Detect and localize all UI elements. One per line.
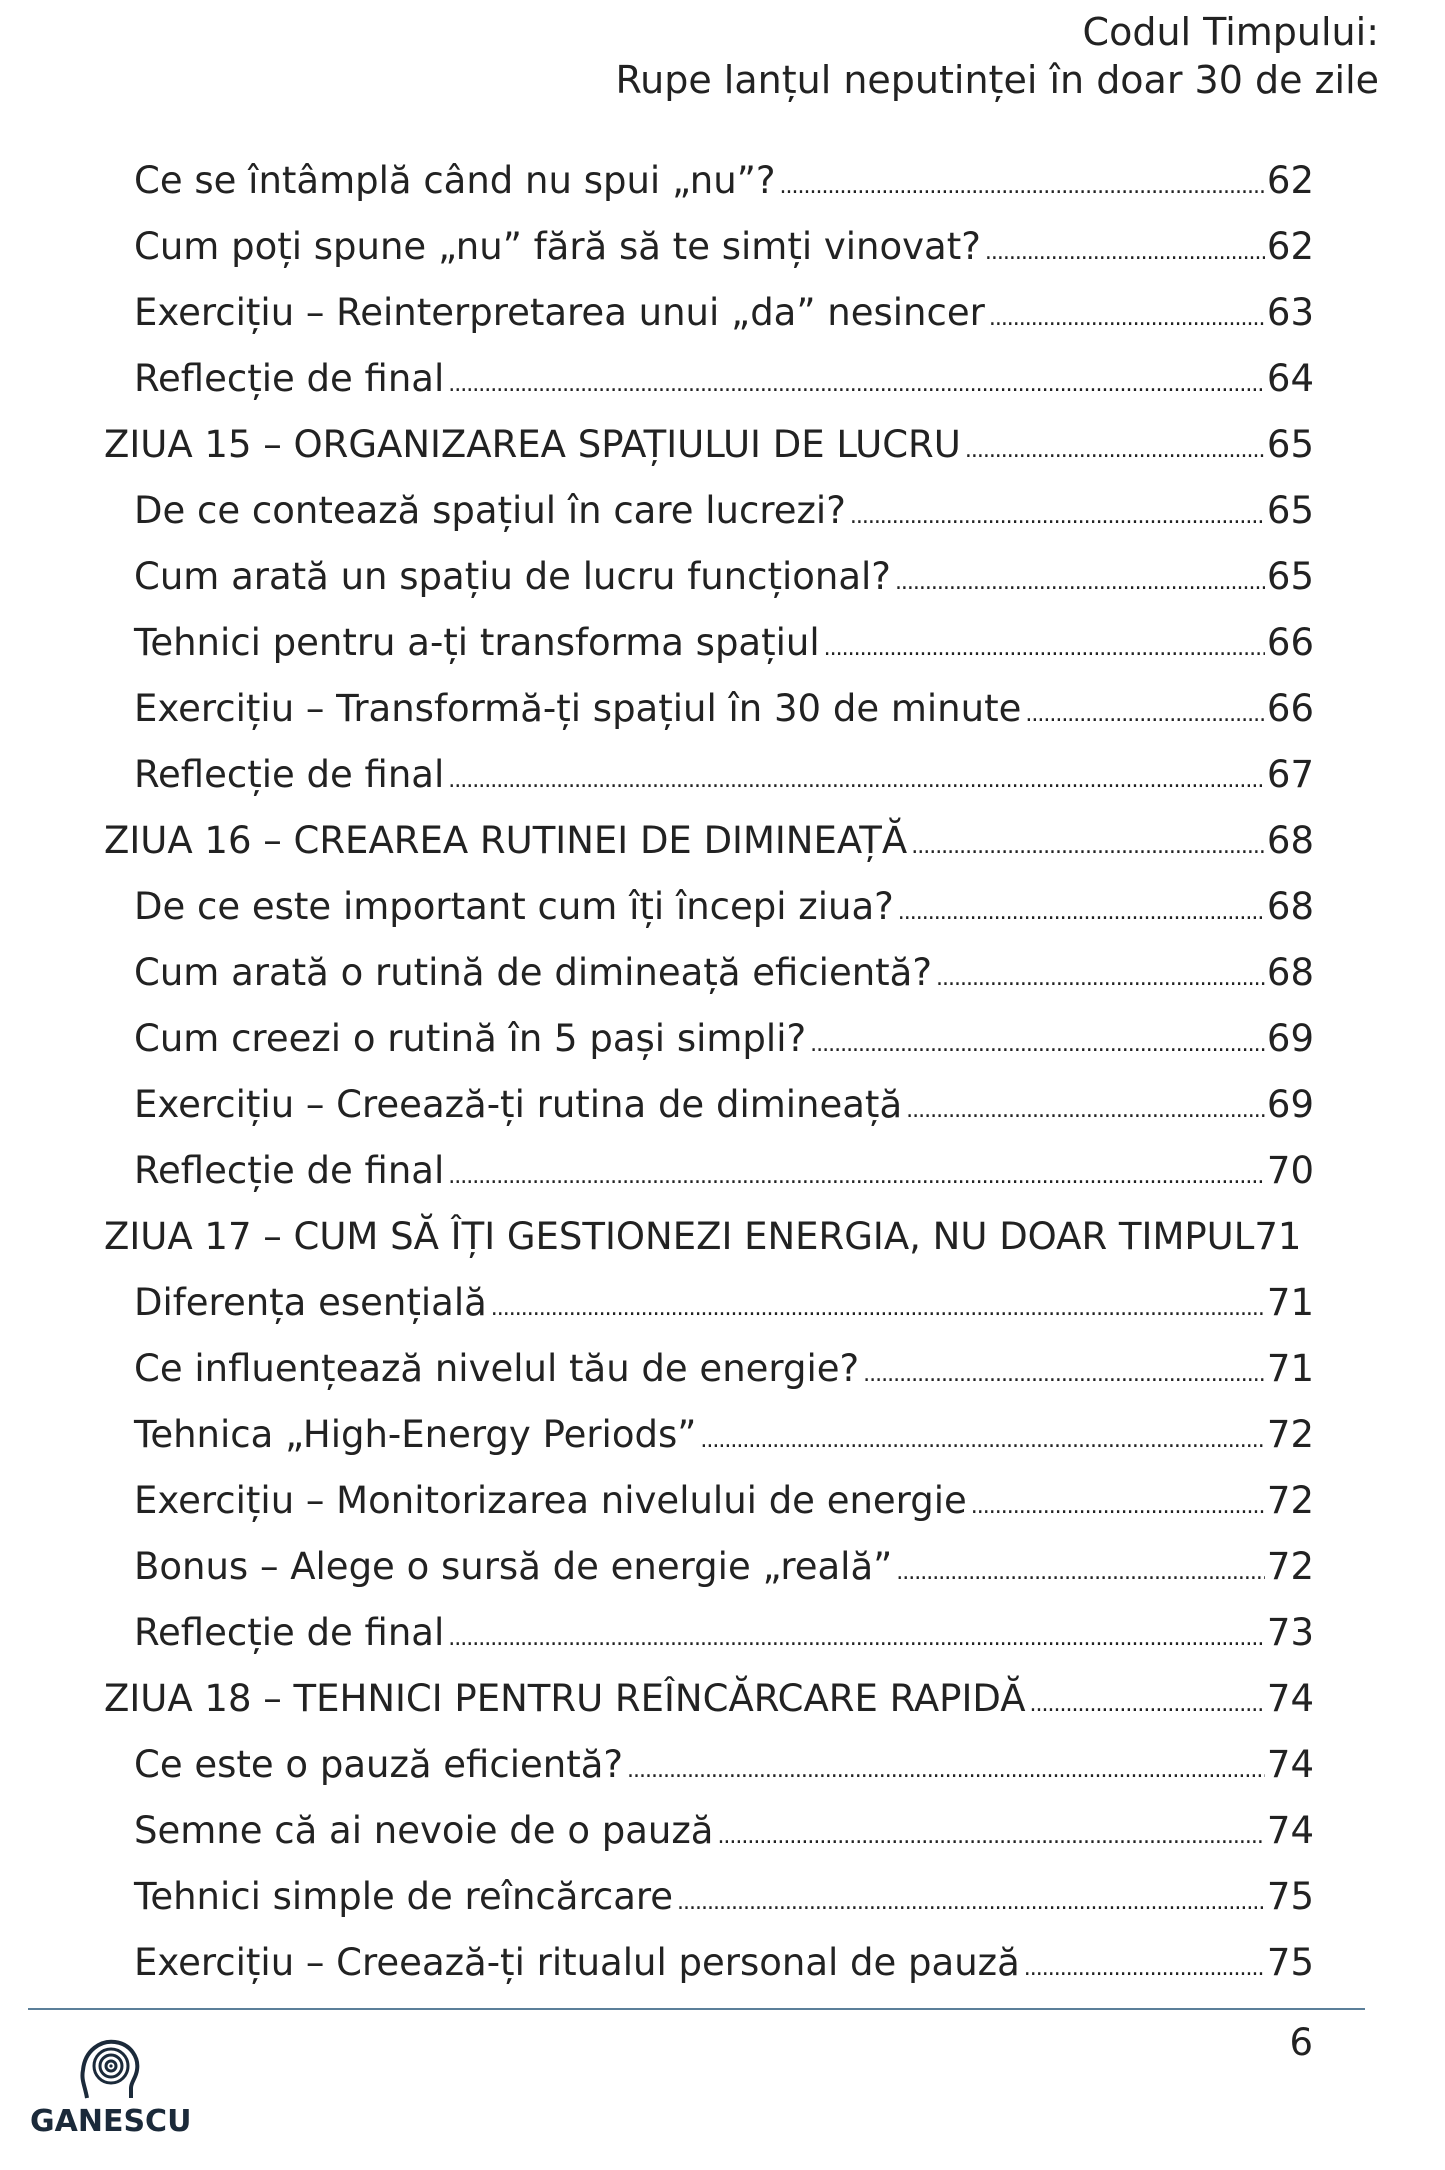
toc-dot-leader: [863, 1342, 1265, 1408]
toc-entry-page: 74: [1266, 1809, 1314, 1852]
toc-dot-leader: [965, 418, 1265, 484]
toc-entry-title: De ce este important cum îți începi ziua?: [134, 885, 894, 928]
toc-dot-leader: [491, 1276, 1265, 1342]
toc-entry-page: 69: [1266, 1017, 1314, 1060]
toc-section-entry[interactable]: [104, 1732, 1314, 1798]
toc-entry-title: Reflecție de final: [134, 1149, 445, 1192]
toc-section-entry[interactable]: [104, 742, 1314, 808]
toc-dot-leader: [677, 1870, 1265, 1936]
toc-dot-leader: [906, 1078, 1265, 1144]
toc-entry-page: 64: [1266, 357, 1314, 400]
toc-section-entry[interactable]: [104, 214, 1314, 280]
toc-entry-title: Diferența esențială: [134, 1281, 487, 1324]
toc-dot-leader: [895, 550, 1265, 616]
toc-entry-page: 72: [1266, 1545, 1314, 1588]
toc-entry-title: ZIUA 16 – CREAREA RUTINEI DE DIMINEAȚĂ: [104, 819, 908, 862]
toc-section-entry[interactable]: [104, 1600, 1314, 1666]
toc-entry-title: Reflecție de final: [134, 753, 445, 796]
toc-entry-page: 62: [1266, 159, 1314, 202]
toc-entry-page: 72: [1266, 1413, 1314, 1456]
toc-section-entry[interactable]: [104, 1468, 1314, 1534]
toc-entry-page: 71: [1254, 1215, 1302, 1258]
toc-entry-title: Cum arată un spațiu de lucru funcțional?: [134, 555, 891, 598]
toc-section-entry[interactable]: [104, 478, 1314, 544]
toc-entry-title: Exercițiu – Transformă-ți spațiul în 30 de minute: [134, 687, 1022, 730]
toc-chapter-entry[interactable]: [104, 808, 1314, 874]
toc-chapter-entry[interactable]: [104, 1666, 1314, 1732]
toc-section-entry[interactable]: [104, 1402, 1314, 1468]
toc-entry-title: Exercițiu – Creează-ți rutina de dimineață: [134, 1083, 903, 1126]
toc-entry-title: Tehnici simple de reîncărcare: [134, 1875, 674, 1918]
table-of-contents: [104, 148, 1314, 1996]
toc-entry-page: 63: [1266, 291, 1314, 334]
toc-entry-title: Tehnici pentru a-ți transforma spațiul: [134, 621, 820, 664]
toc-entry-title: Semne că ai nevoie de o pauză: [134, 1809, 714, 1852]
footer-divider: [28, 2008, 1365, 2010]
toc-entry-title: Exercițiu – Monitorizarea nivelului de energie: [134, 1479, 967, 1522]
header-book-title: Codul Timpului:: [1082, 10, 1379, 54]
toc-dot-leader: [896, 1540, 1265, 1606]
toc-dot-leader: [700, 1408, 1265, 1474]
toc-entry-page: 65: [1266, 489, 1314, 532]
toc-dot-leader: [448, 1606, 1265, 1672]
toc-section-entry[interactable]: [104, 1798, 1314, 1864]
toc-section-entry[interactable]: [104, 1864, 1314, 1930]
toc-section-entry[interactable]: [104, 148, 1314, 214]
toc-entry-page: 71: [1266, 1281, 1314, 1324]
toc-entry-page: 69: [1266, 1083, 1314, 1126]
toc-entry-page: 71: [1266, 1347, 1314, 1390]
toc-dot-leader: [627, 1738, 1265, 1804]
toc-dot-leader: [971, 1474, 1265, 1540]
toc-entry-title: Bonus – Alege o sursă de energie „reală”: [134, 1545, 893, 1588]
toc-dot-leader: [448, 352, 1265, 418]
toc-entry-page: 68: [1266, 951, 1314, 994]
head-spiral-icon: [75, 2036, 145, 2102]
toc-section-entry[interactable]: [104, 874, 1314, 940]
toc-entry-title: Cum creezi o rutină în 5 pași simpli?: [134, 1017, 807, 1060]
toc-entry-title: Tehnica „High-Energy Periods”: [134, 1413, 697, 1456]
toc-section-entry[interactable]: [104, 1930, 1314, 1996]
publisher-logo: [30, 2036, 190, 2139]
toc-entry-page: 68: [1266, 819, 1314, 862]
toc-entry-title: ZIUA 15 – ORGANIZAREA SPAȚIULUI DE LUCRU: [104, 423, 961, 466]
toc-entry-title: Exercițiu – Creează-ți ritualul personal de pauză: [134, 1941, 1020, 1984]
toc-entry-page: 68: [1266, 885, 1314, 928]
header-book-subtitle: Rupe lanțul neputinței în doar 30 de zile: [615, 58, 1379, 102]
toc-entry-page: 62: [1266, 225, 1314, 268]
toc-dot-leader: [985, 220, 1265, 286]
toc-section-entry[interactable]: [104, 1138, 1314, 1204]
toc-entry-page: 65: [1266, 555, 1314, 598]
toc-dot-leader: [717, 1804, 1264, 1870]
toc-entry-page: 67: [1266, 753, 1314, 796]
toc-section-entry[interactable]: [104, 676, 1314, 742]
running-header: [615, 8, 1379, 104]
toc-entry-title: De ce contează spațiul în care lucrezi?: [134, 489, 846, 532]
toc-entry-page: 73: [1266, 1611, 1314, 1654]
toc-section-entry[interactable]: [104, 610, 1314, 676]
toc-section-entry[interactable]: [104, 1072, 1314, 1138]
toc-entry-page: 74: [1266, 1677, 1314, 1720]
toc-dot-leader: [1030, 1672, 1265, 1738]
toc-dot-leader: [989, 286, 1265, 352]
toc-entry-page: 72: [1266, 1479, 1314, 1522]
toc-dot-leader: [1025, 682, 1265, 748]
toc-dot-leader: [936, 946, 1265, 1012]
toc-entry-title: ZIUA 17 – CUM SĂ ÎȚI GESTIONEZI ENERGIA, NU DOAR TIMPUL: [104, 1215, 1255, 1258]
toc-chapter-entry[interactable]: [104, 1204, 1314, 1270]
toc-dot-leader: [850, 484, 1265, 550]
toc-dot-leader: [898, 880, 1265, 946]
toc-entry-page: 66: [1266, 621, 1314, 664]
toc-entry-title: Ce influențează nivelul tău de energie?: [134, 1347, 860, 1390]
toc-section-entry[interactable]: [104, 1006, 1314, 1072]
toc-entry-title: ZIUA 18 – TEHNICI PENTRU REÎNCĂRCARE RAPIDĂ: [104, 1677, 1026, 1720]
toc-entry-page: 75: [1266, 1941, 1314, 1984]
toc-entry-title: Ce este o pauză eficientă?: [134, 1743, 624, 1786]
toc-dot-leader: [1024, 1936, 1265, 2002]
logo-text: GANESCU: [30, 2104, 192, 2139]
toc-entry-title: Cum arată o rutină de dimineață eficientă?: [134, 951, 932, 994]
toc-dot-leader: [780, 154, 1265, 220]
toc-entry-title: Cum poți spune „nu” fără să te simți vinovat?: [134, 225, 981, 268]
toc-section-entry[interactable]: [104, 346, 1314, 412]
toc-dot-leader: [911, 814, 1265, 880]
toc-section-entry[interactable]: [104, 280, 1314, 346]
toc-section-entry[interactable]: [104, 1270, 1314, 1336]
toc-entry-title: Ce se întâmplă când nu spui „nu”?: [134, 159, 776, 202]
toc-section-entry[interactable]: [104, 1534, 1314, 1600]
toc-dot-leader: [824, 616, 1265, 682]
toc-section-entry[interactable]: [104, 1336, 1314, 1402]
toc-dot-leader: [448, 1144, 1265, 1210]
toc-entry-title: Reflecție de final: [134, 357, 445, 400]
toc-chapter-entry[interactable]: [104, 412, 1314, 478]
toc-dot-leader: [448, 748, 1265, 814]
toc-entry-title: Exercițiu – Reinterpretarea unui „da” nesincer: [134, 291, 985, 334]
toc-entry-page: 75: [1266, 1875, 1314, 1918]
toc-dot-leader: [810, 1012, 1265, 1078]
page-number: 6: [1289, 2021, 1313, 2064]
toc-entry-page: 66: [1266, 687, 1314, 730]
toc-section-entry[interactable]: [104, 940, 1314, 1006]
toc-section-entry[interactable]: [104, 544, 1314, 610]
toc-entry-page: 70: [1266, 1149, 1314, 1192]
toc-entry-title: Reflecție de final: [134, 1611, 445, 1654]
toc-entry-page: 65: [1266, 423, 1314, 466]
toc-entry-page: 74: [1266, 1743, 1314, 1786]
